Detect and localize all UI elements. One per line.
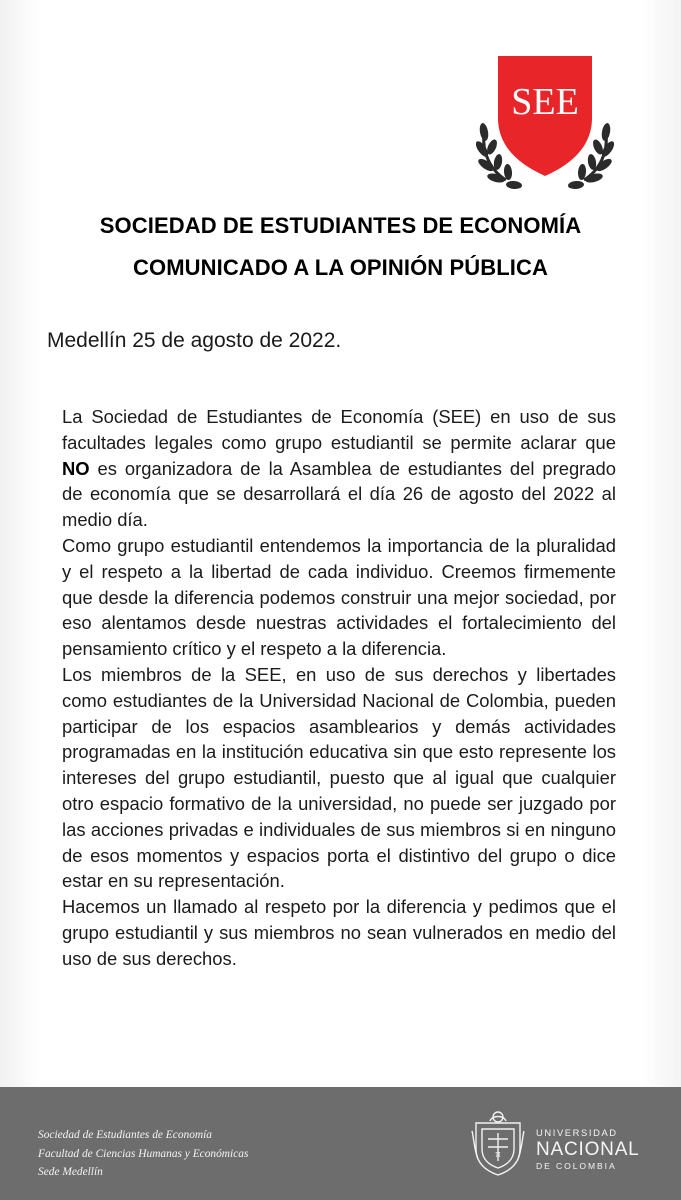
paragraph-1: La Sociedad de Estudiantes de Economía (SEE) en uso de sus facultades legales como grupo estudiantil se permite aclarar que NO es organizadora de la Asamblea de estudiantes del pregrado de economía que se desarrollará el día 26 de agosto del 2022 al medio día. [62, 406, 616, 531]
see-logo [476, 52, 614, 192]
footer-line-faculty: Facultad de Ciencias Humanas y Económicas [38, 1147, 249, 1160]
footer-line-campus: Sede Medellín [38, 1166, 103, 1178]
title-organization: SOCIEDAD DE ESTUDIANTES DE ECONOMÍA [99, 213, 582, 238]
footer-address [38, 1126, 248, 1182]
title-block [0, 205, 681, 289]
title-communique: COMUNICADO A LA OPINIÓN PÚBLICA [133, 255, 548, 280]
university-wordmark [536, 1127, 640, 1172]
logo-text: SEE [511, 81, 579, 123]
paragraph-4: Hacemos un llamado al respeto por la diferencia y pedimos que el grupo estudiantil y sus miembros no sean vulnerados en medio del uso de sus derechos. [62, 896, 616, 969]
university-seal-icon [470, 1109, 526, 1177]
footer-line-society: Sociedad de Estudiantes de Economía [38, 1129, 212, 1141]
wordmark-universidad: UNIVERSIDAD [536, 1127, 618, 1138]
wordmark-nacional: NACIONAL [536, 1139, 640, 1160]
paragraph-3: Los miembros de la SEE, en uso de sus derechos y libertades como estudiantes de la Universidad Nacional de Colombia, pueden participar de los espacios asamblearios y demás actividades programadas en la institución educativa sin que esto represente los intereses del grupo estudiantil, puesto que al igual que cualquier otro espacio formativo de la universidad, no puede ser juzgado por las acciones privadas e individuales de sus miembros si en ninguno de esos momentos y espacios porta el distintivo del grupo o dice estar en su representación. [62, 663, 616, 892]
wordmark-de-colombia: DE COLOMBIA [536, 1161, 617, 1171]
date-line: Medellín 25 de agosto de 2022. [47, 329, 342, 352]
statement-body [62, 404, 616, 972]
footer-band [0, 1087, 681, 1200]
svg-text:π: π [495, 1149, 501, 1160]
paragraph-2: Como grupo estudiantil entendemos la importancia de la pluralidad y el respeto a la libertad de cada individuo. Creemos firmemente que desde la diferencia podemos construir una mejor sociedad, por eso alentamos desde nuestras actividades el fortalecimiento del pensamiento crítico y el respeto a la diferencia. [62, 534, 616, 660]
emphasis-no: NO [62, 457, 90, 479]
